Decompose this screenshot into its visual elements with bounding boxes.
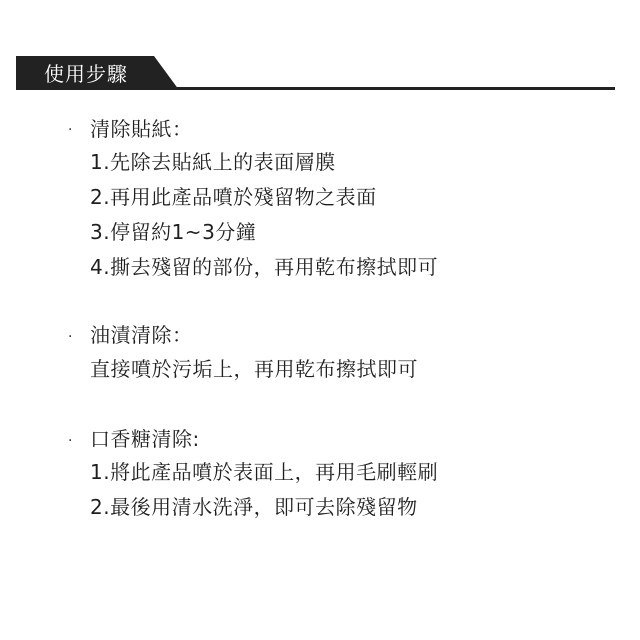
instruction-line: 3.停留約1~3分鐘	[90, 220, 257, 244]
instruction-line: 直接噴於污垢上，再用乾布擦拭即可	[90, 357, 418, 381]
header-title: 使用步驟	[44, 62, 128, 86]
section-title: 口香糖清除:	[90, 427, 200, 451]
instruction-line: 1.將此產品噴於表面上，再用毛刷輕刷	[90, 460, 439, 484]
bullet-icon: ·	[68, 433, 73, 449]
instruction-line: 2.最後用清水洗淨，即可去除殘留物	[90, 495, 418, 519]
instruction-line: 1.先除去貼紙上的表面層膜	[90, 150, 336, 174]
bullet-icon: ·	[68, 329, 73, 345]
instruction-line: 4.撕去殘留的部份，再用乾布擦拭即可	[90, 255, 439, 279]
instruction-line: 2.再用此產品噴於殘留物之表面	[90, 185, 377, 209]
section-title: 清除貼紙：	[90, 117, 193, 141]
bullet-icon: ·	[68, 122, 73, 138]
section-title: 油漬清除：	[90, 323, 193, 347]
section-header	[0, 0, 640, 100]
